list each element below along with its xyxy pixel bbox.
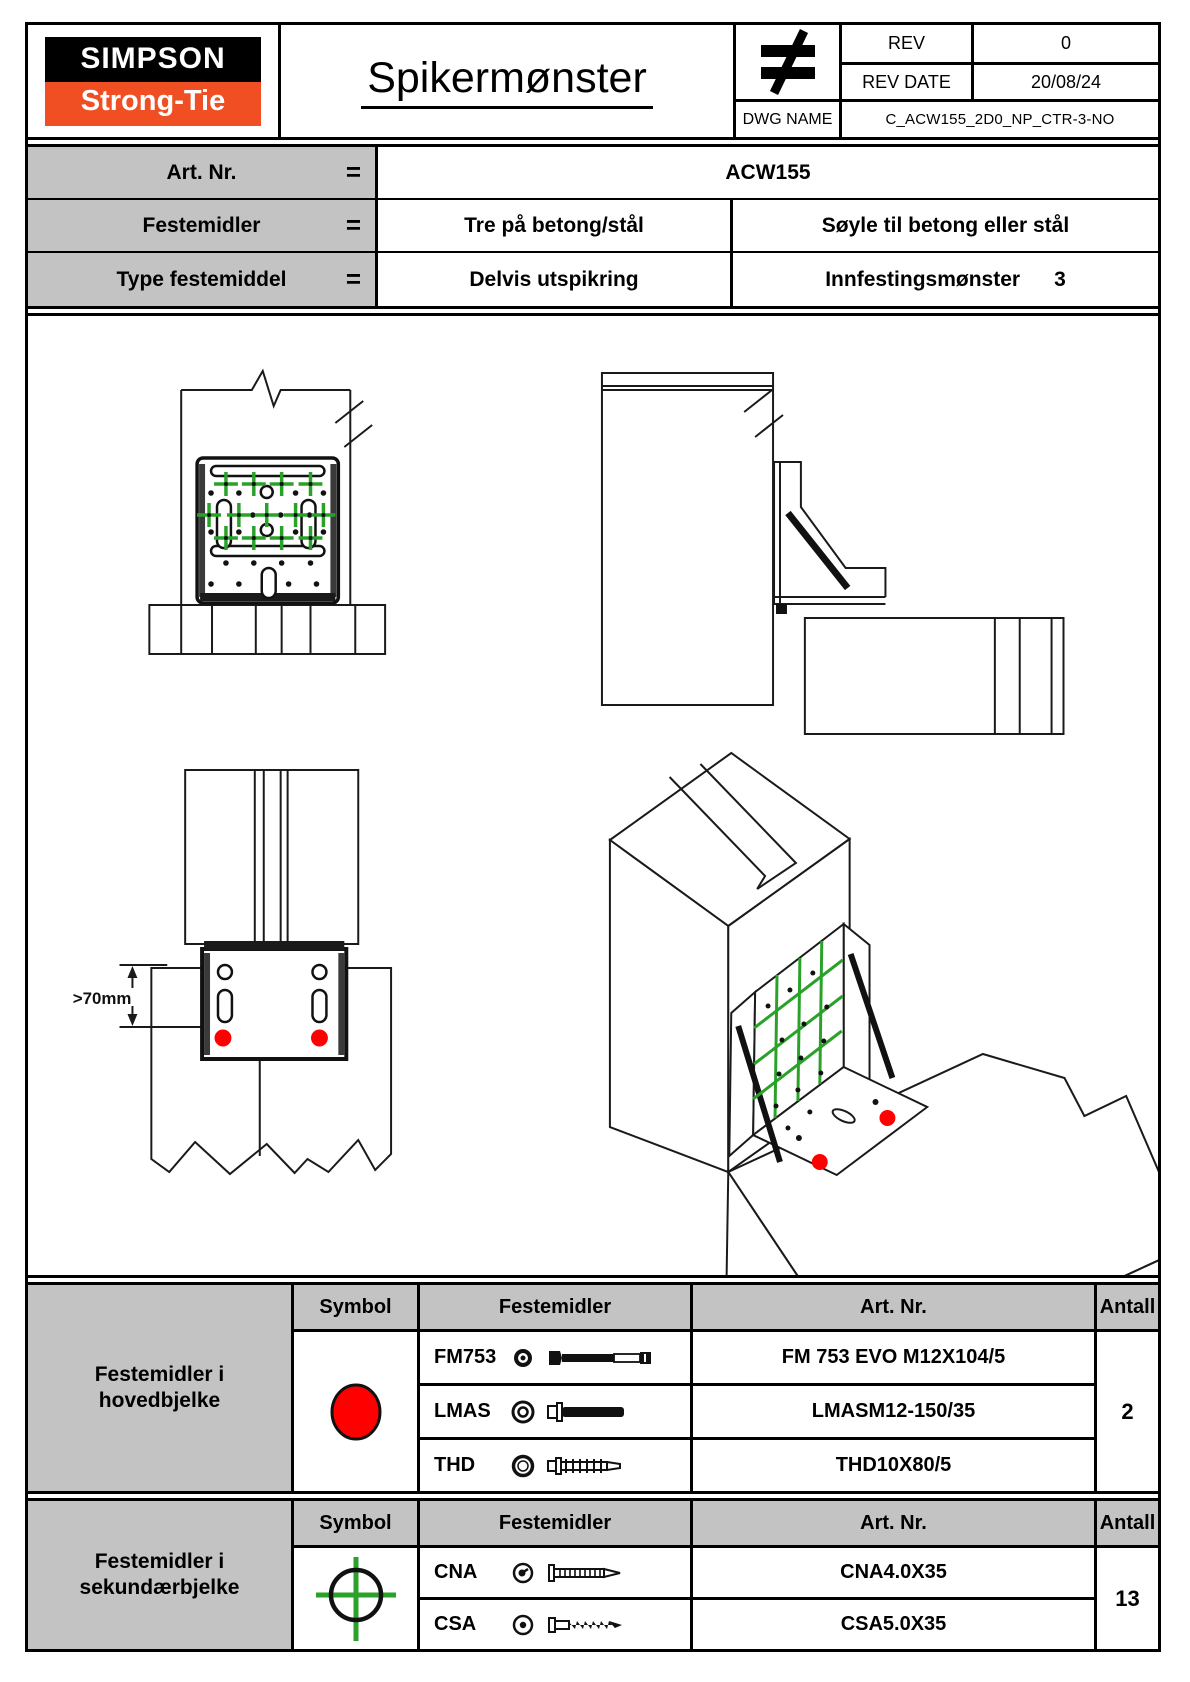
dwg-name-label: DWG NAME <box>736 99 842 137</box>
fastener-code: FM753 <box>434 1346 497 1368</box>
plan-view-plate <box>202 941 346 1059</box>
fasteners-header: Festemidler <box>417 1285 690 1329</box>
equals-sign: = <box>345 262 361 293</box>
washer-icon <box>510 1345 536 1371</box>
festemidler-value-1: Tre på betong/stål <box>464 213 644 237</box>
artnr-value: ACW155 <box>725 160 811 184</box>
anchor-red-dot <box>879 1110 895 1126</box>
festemidler-label: Festemidler <box>142 213 261 237</box>
fastener-code: LMAS <box>434 1400 491 1422</box>
fastener-code: CSA <box>434 1613 477 1635</box>
isometric-view <box>610 753 1158 1275</box>
red-dot-icon <box>291 1329 417 1491</box>
festemidler-value-2: Søyle til betong eller stål <box>730 200 1158 251</box>
dimension-label: >70mm <box>72 988 132 1009</box>
equals-sign: = <box>345 155 361 186</box>
group-label-line2: sekundærbjelke <box>79 1576 240 1599</box>
spec-row-artnr <box>28 147 1158 200</box>
group-label-line1: Festemidler i <box>94 1549 225 1573</box>
title-cell <box>281 25 733 137</box>
drawing-area <box>28 316 1158 1275</box>
not-equal-icon <box>736 25 842 99</box>
weld-mark <box>776 604 787 614</box>
fasteners-header: Festemidler <box>417 1501 690 1545</box>
main-beam-qty: 2 <box>1094 1329 1158 1491</box>
page-title: Spikermønster <box>361 54 653 109</box>
secondary-beam-qty: 13 <box>1094 1545 1158 1649</box>
spec-table <box>28 147 1158 306</box>
artnr-cell <box>690 1383 1094 1437</box>
rev-date-value: 20/08/24 <box>974 62 1158 99</box>
group-label-line1: Festemidler i <box>94 1362 225 1386</box>
fastener-artnr: CSA5.0X35 <box>840 1613 947 1635</box>
artnr-cell <box>690 1597 1094 1649</box>
anchor-red-dot <box>812 1154 828 1170</box>
secondary-beam-fastener-table <box>28 1501 1158 1649</box>
fastener-artnr: LMASM12-150/35 <box>811 1400 976 1422</box>
side-view <box>602 373 1064 734</box>
type-label-cell <box>28 253 378 306</box>
simpson-strongtie-logo <box>45 37 261 126</box>
qty-header: Antall <box>1094 1501 1158 1545</box>
fastener-row-cna <box>417 1545 690 1597</box>
fastener-row-fm753 <box>417 1329 690 1383</box>
artnr-cell <box>690 1437 1094 1491</box>
fastener-row-csa <box>417 1597 690 1649</box>
type-value-1: Delvis utspikring <box>469 267 639 291</box>
fastener-artnr: FM 753 EVO M12X104/5 <box>781 1346 1006 1368</box>
rev-date-label: REV DATE <box>842 62 974 99</box>
main-beam-fastener-table <box>28 1285 1158 1491</box>
logo-simpson-text: SIMPSON <box>45 37 261 82</box>
separator <box>28 137 1158 147</box>
pattern-number: 3 <box>1054 267 1066 291</box>
revision-block <box>733 25 1158 137</box>
fastener-artnr: CNA4.0X35 <box>840 1561 947 1583</box>
wood-screw-icon <box>546 1612 658 1638</box>
rev-value: 0 <box>1060 33 1071 53</box>
ring-icon <box>510 1453 536 1479</box>
equals-sign: = <box>345 208 361 239</box>
type-label: Type festemiddel <box>116 267 287 291</box>
secondary-beam-group-label <box>28 1501 291 1649</box>
artnr-label: Art. Nr. <box>166 160 237 184</box>
fastener-row-thd <box>417 1437 690 1491</box>
green-crosshair-icon <box>291 1545 417 1649</box>
symbol-header: Symbol <box>291 1501 417 1545</box>
concrete-screw-icon <box>546 1453 658 1479</box>
qty-header: Antall <box>1094 1285 1158 1329</box>
ring-nail-icon <box>546 1560 658 1586</box>
rev-label: REV <box>842 25 974 62</box>
technical-drawing <box>28 316 1158 1275</box>
artnr-cell <box>690 1545 1094 1597</box>
artnr-label-cell <box>28 147 378 198</box>
symbol-header: Symbol <box>291 1285 417 1329</box>
group-label-line2: hovedbjelke <box>98 1389 221 1412</box>
separator <box>28 306 1158 316</box>
artnr-header: Art. Nr. <box>690 1501 1094 1545</box>
screw-head-icon <box>510 1612 536 1638</box>
gusset-stiffener <box>788 513 848 588</box>
anchor-red-dot <box>311 1030 328 1047</box>
fastener-code: THD <box>434 1454 476 1476</box>
bolt-icon <box>546 1345 658 1371</box>
logo-cell <box>28 25 281 137</box>
festemidler-label-cell <box>28 200 378 251</box>
fastener-row-lmas <box>417 1383 690 1437</box>
type-value-2 <box>730 253 1158 306</box>
double-washer-icon <box>510 1399 536 1425</box>
separator <box>28 1491 1158 1501</box>
heavy-bolt-icon <box>546 1399 658 1425</box>
anchor-red-dot <box>215 1030 232 1047</box>
spec-row-festemidler <box>28 200 1158 253</box>
fastener-artnr: THD10X80/5 <box>835 1454 952 1476</box>
separator <box>28 1275 1158 1285</box>
nail-head-icon <box>510 1560 536 1586</box>
artnr-header: Art. Nr. <box>690 1285 1094 1329</box>
logo-strongtie-text: Strong-Tie <box>45 82 261 126</box>
main-beam-group-label <box>28 1285 291 1491</box>
artnr-cell <box>690 1329 1094 1383</box>
dwg-name-value: C_ACW155_2D0_NP_CTR-3-NO <box>842 99 1158 137</box>
innfestingsmonster-text: Innfestingsmønster <box>825 267 1021 291</box>
front-view-plate <box>197 458 338 603</box>
sheet-frame <box>25 22 1161 1652</box>
spec-row-type <box>28 253 1158 306</box>
title-block <box>28 25 1158 137</box>
fastener-code: CNA <box>434 1561 478 1583</box>
